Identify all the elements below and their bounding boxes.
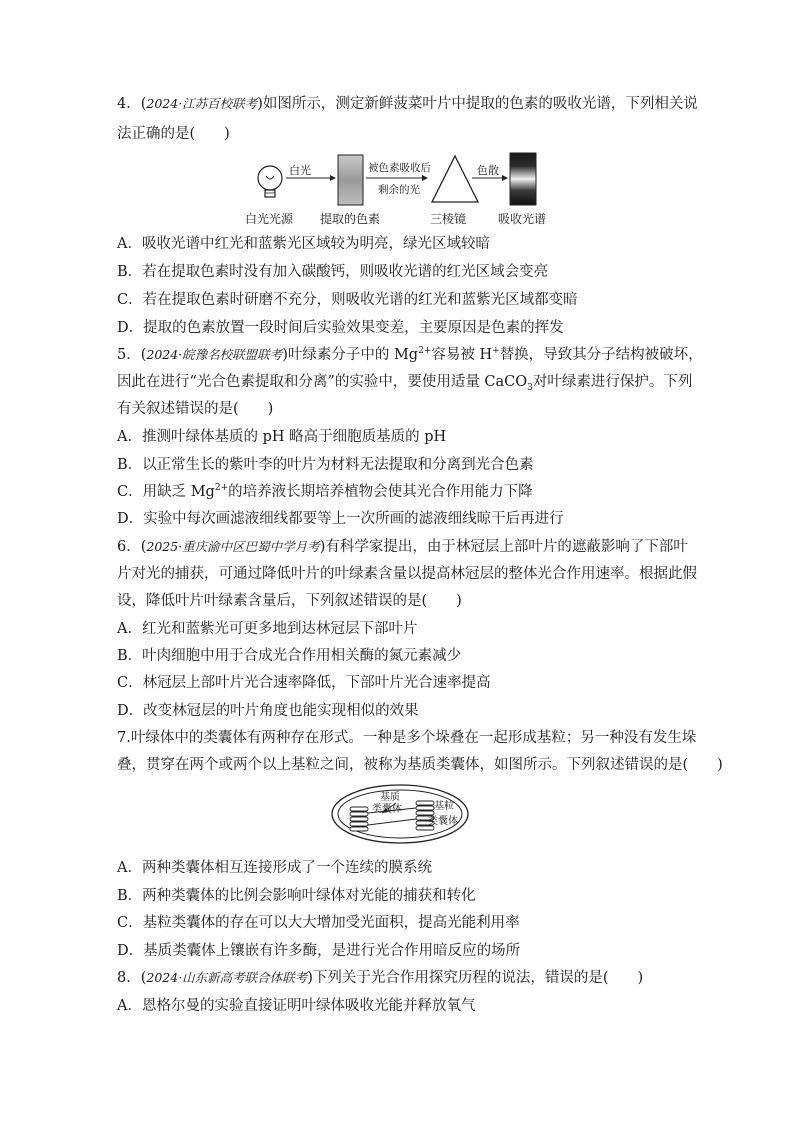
q6-option-c: C．林冠层上部叶片光合速率降低，下部叶片光合速率提高 [117, 675, 491, 691]
label-granum-1: 基粒 [434, 801, 454, 812]
caption-prism: 三棱镜 [430, 212, 467, 226]
q4-option-d: D．提取的色素放置一段时间后实验效果变差，主要原因是色素的挥发 [117, 320, 564, 336]
q7-stem-line-2: 叠，贯穿在两个或两个以上基粒之间，被称为基质类囊体，如图所示。下列叙述错误的是( ) [117, 757, 723, 773]
q6-stem-line-3: 设，降低叶片叶绿素含量后，下列叙述错误的是( ) [117, 593, 462, 609]
label-white-light: 白光 [289, 164, 311, 177]
q7-option-c: C．基粒类囊体的存在可以大大增加受光面积，提高光能利用率 [117, 915, 520, 931]
q7-option-d: D．基质类囊体上镶嵌有许多酶，是进行光合作用暗反应的场所 [117, 943, 521, 959]
pigment-tube [338, 155, 363, 205]
q7-option-b: B．两种类囊体的比例会影响叶绿体对光能的捕获和转化 [117, 888, 476, 904]
label-stroma-1: 基质 [380, 792, 400, 803]
label-dispersion: 色散 [477, 164, 499, 177]
q5-stem-line-2: 因此在进行“光合色素提取和分离”的实验中，要使用适量 CaCO$_3$对叶绿素进行保护。下列 [117, 374, 693, 393]
q4-option-a: A．吸收光谱中红光和蓝紫光区域较为明亮，绿光区域较暗 [117, 236, 490, 252]
label-stroma-2: 类囊体 [372, 804, 402, 815]
q5-stem-line-3: 有关叙述错误的是( ) [117, 401, 274, 417]
q7-stem-line-1: 7.叶绿体中的类囊体有两种存在形式。一种是多个垛叠在一起形成基粒；另一种没有发生垛 [117, 730, 697, 746]
q6-stem-line-1: 6．(2025·重庆渝中区巴蜀中学月考)有科学家提出，由于林冠层上部叶片的遮蔽影响了下部叶 [117, 539, 688, 555]
q6-source: 2025·重庆渝中区巴蜀中学月考 [146, 539, 320, 554]
label-after-absorb-2: 剩余的光 [378, 184, 420, 196]
caption-spectrum: 吸收光谱 [498, 212, 547, 226]
q5-source: 2024·皖豫名校联盟联考 [146, 347, 283, 362]
q4-source: 2024·江苏百校联考 [146, 96, 258, 111]
label-granum-2: 类囊体 [428, 816, 458, 827]
chloroplast-figure [330, 783, 470, 845]
q6-option-d: D．改变林冠层的叶片角度也能实现相似的效果 [117, 703, 419, 719]
q5-option-d: D．实验中每次画滤液细线都要等上一次所画的滤液细线晾干后再进行 [117, 511, 564, 527]
q5-option-b: B．以正常生长的紫叶李的叶片为材料无法提取和分离到光合色素 [117, 457, 534, 473]
spectrum-figure [245, 150, 560, 230]
q8-stem-line-1: 8．(2024·山东新高考联合体联考)下列关于光合作用探究历程的说法，错误的是( ) [117, 970, 644, 986]
q7-option-a: A．两种类囊体相互连接形成了一个连续的膜系统 [117, 860, 432, 876]
absorption-spectrum-bar [510, 153, 536, 205]
caption-pigment: 提取的色素 [320, 212, 381, 226]
q4-option-b: B．若在提取色素时没有加入碳酸钙，则吸收光谱的红光区域会变亮 [117, 264, 549, 280]
prism-shape [432, 156, 478, 202]
q4-stem-line-1: 4．(2024·江苏百校联考)如图所示，测定新鲜菠菜叶片中提取的色素的吸收光谱，下列相关说 [117, 96, 698, 112]
q5-option-a: A．推测叶绿体基质的 pH 略高于细胞质基质的 pH [117, 429, 447, 445]
q6-stem-line-2: 片对光的捕获，可通过降低叶片的叶绿素含量以提高林冠层的整体光合作用速率。根据此假 [117, 566, 697, 582]
q8-option-a: A．恩格尔曼的实验直接证明叶绿体吸收光能并释放氧气 [117, 998, 476, 1014]
q4-stem-line-2: 法正确的是( ) [117, 126, 230, 142]
q4-option-c: C．若在提取色素时研磨不充分，则吸收光谱的红光和蓝紫光区域都变暗 [117, 292, 578, 308]
q8-source: 2024·山东新高考联合体联考 [146, 970, 308, 985]
light-bulb-icon [258, 166, 282, 197]
q5-stem-line-1: 5．(2024·皖豫名校联盟联考)叶绿素分子中的 $Mg^{2+}$容易被 H+替换，导致其分子结构被破坏， [117, 346, 703, 363]
label-after-absorb-1: 被色素吸收后 [368, 162, 431, 174]
q5-option-c: C．用缺乏 $Mg^{2+}$的培养液长期培养植物会使其光合作用能力下降 [117, 483, 533, 500]
q6-option-b: B．叶肉细胞中用于合成光合作用相关酶的氮元素减少 [117, 648, 462, 664]
caption-light-source: 白光光源 [245, 212, 294, 226]
q6-option-a: A．红光和蓝紫光可更多地到达林冠层下部叶片 [117, 621, 418, 637]
